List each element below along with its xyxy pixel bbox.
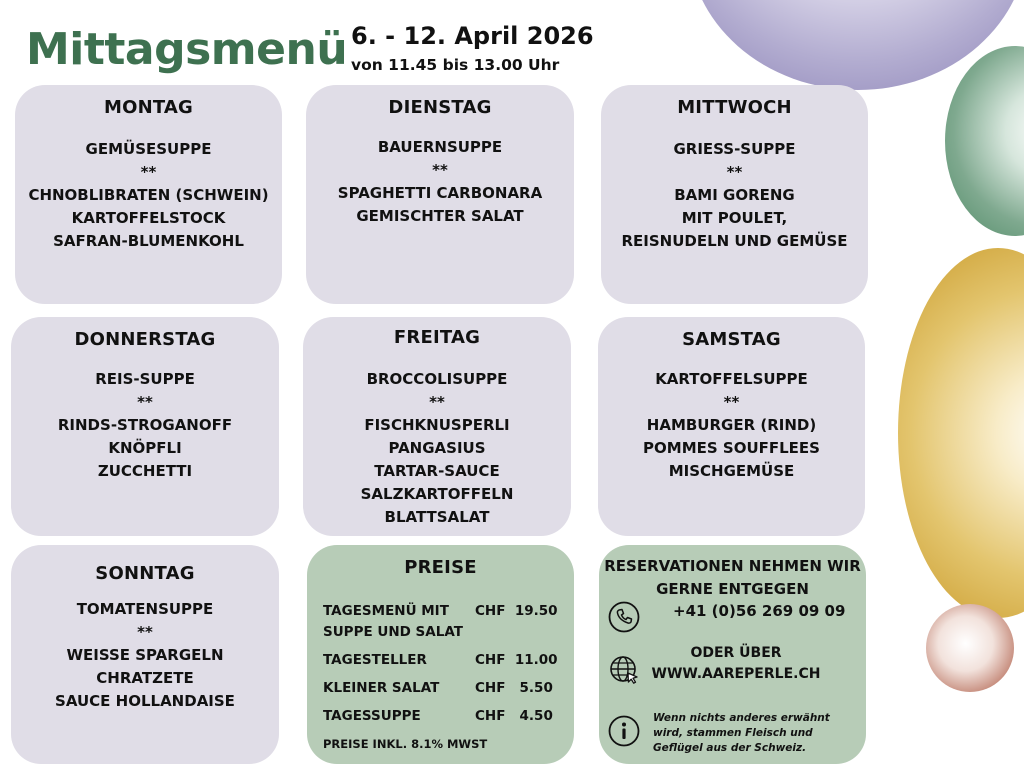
menu-item: SAFRAN-BLUMENKOHL	[53, 232, 244, 250]
decorative-bubble-gold	[898, 248, 1024, 618]
day-card-mittwoch	[601, 85, 868, 304]
day-menu	[303, 368, 571, 529]
reservation-card	[599, 545, 866, 764]
menu-item: GEMISCHTER SALAT	[356, 207, 524, 225]
menu-item: BLATTSALAT	[384, 508, 490, 526]
price-row	[323, 706, 563, 727]
menu-item: BAUERNSUPPE	[377, 138, 503, 156]
price-item-value: CHF 19.50	[475, 603, 558, 619]
menu-item: WEISSE SPARGELN	[66, 646, 224, 664]
menu-item: **	[726, 163, 743, 181]
day-card-donnerstag	[11, 317, 279, 536]
day-menu	[11, 368, 279, 483]
price-item-value: CHF 5.50	[475, 680, 553, 696]
vat-note: PREISE INKL. 8.1% MWST	[323, 737, 488, 751]
menu-item: GEMÜSESUPPE	[85, 140, 212, 158]
decorative-bubble-copper	[926, 604, 1014, 692]
menu-item: POMMES SOUFFLEES	[643, 439, 820, 457]
info-icon	[608, 715, 640, 747]
menu-item: KARTOFFELSTOCK	[71, 209, 226, 227]
day-name: MONTAG	[103, 97, 194, 118]
globe-cursor-icon	[609, 655, 641, 687]
menu-item: MIT POULET,	[681, 209, 788, 227]
menu-item: FISCHKNUSPERLI	[364, 416, 510, 434]
menu-item: CHRATZETE	[96, 669, 194, 687]
day-card-dienstag	[306, 85, 574, 304]
price-item-name: KLEINER SALAT	[323, 680, 440, 696]
menu-item: BROCCOLISUPPE	[366, 370, 508, 388]
week-dates: 6. - 12. April 2026	[351, 22, 594, 50]
menu-item: TARTAR-SAUCE	[374, 462, 500, 480]
menu-item: **	[432, 161, 448, 179]
serving-time: von 11.45 bis 13.00 Uhr	[351, 56, 560, 74]
menu-item: BAMI GORENG	[674, 186, 795, 204]
page-title: Mittagsmenü	[26, 24, 348, 75]
menu-item: TOMATENSUPPE	[76, 600, 214, 618]
phone-number[interactable]: +41 (0)56 269 09 09	[673, 602, 846, 620]
menu-item: SPAGHETTI CARBONARA	[337, 184, 543, 202]
day-card-samstag	[598, 317, 865, 536]
price-item-value: CHF 11.00	[475, 652, 558, 668]
menu-item: REIS-SUPPE	[95, 370, 195, 388]
menu-item: HAMBURGER (RIND)	[646, 416, 817, 434]
menu-item: CHNOBLIBRATEN (SCHWEIN)	[28, 186, 269, 204]
menu-item: **	[137, 393, 153, 411]
prices-title: PREISE	[404, 557, 477, 578]
day-name: DIENSTAG	[388, 97, 492, 118]
phone-icon	[608, 601, 640, 633]
menu-item: PANGASIUS	[388, 439, 486, 457]
day-card-freitag	[303, 317, 571, 536]
prices-card	[307, 545, 574, 764]
day-name: SAMSTAG	[682, 329, 781, 350]
price-row	[323, 601, 563, 643]
reservation-title: RESERVATIONEN NEHMEN WIR GERNE ENTGEGEN	[604, 557, 861, 598]
menu-item: **	[140, 163, 157, 181]
day-menu	[598, 368, 865, 483]
decorative-bubble-green	[945, 46, 1024, 236]
menu-item: SAUCE HOLLANDAISE	[55, 692, 235, 710]
menu-item: ZUCCHETTI	[97, 462, 193, 480]
menu-item: KNÖPFLI	[108, 439, 182, 457]
price-item-name: TAGESTELLER	[323, 652, 427, 668]
day-name: DONNERSTAG	[74, 329, 216, 350]
price-item-name: TAGESMENÜ MIT SUPPE UND SALAT	[323, 603, 463, 640]
price-item-value: CHF 4.50	[475, 708, 553, 724]
day-name: SONNTAG	[95, 563, 195, 584]
menu-item: KARTOFFELSUPPE	[655, 370, 808, 388]
oder-label: ODER ÜBER	[690, 645, 782, 661]
price-row	[323, 678, 563, 699]
menu-item: MISCHGEMÜSE	[668, 462, 795, 480]
day-card-sonntag	[11, 545, 279, 764]
menu-item: RINDS-STROGANOFF	[57, 416, 233, 434]
day-menu	[601, 138, 868, 253]
day-menu	[11, 598, 279, 713]
menu-item: **	[723, 393, 740, 411]
menu-item: REISNUDELN UND GEMÜSE	[621, 232, 848, 250]
menu-item: SALZKARTOFFELN	[360, 485, 514, 503]
day-name: FREITAG	[393, 327, 481, 348]
menu-item: GRIESS-SUPPE	[673, 140, 796, 158]
day-card-montag	[15, 85, 282, 304]
website-block	[651, 643, 821, 685]
price-list	[323, 601, 563, 734]
price-item-name: TAGESSUPPE	[323, 708, 421, 724]
price-row	[323, 650, 563, 671]
origin-info: Wenn nichts anderes erwähnt wird, stammen Fleisch und Geflügel aus der Schweiz.	[653, 712, 830, 754]
menu-item: **	[429, 393, 445, 411]
website-link[interactable]: WWW.AAREPERLE.CH	[651, 666, 821, 682]
day-menu	[15, 138, 282, 253]
day-name: MITTWOCH	[677, 97, 792, 118]
menu-item: **	[137, 623, 153, 641]
day-menu	[306, 136, 574, 228]
